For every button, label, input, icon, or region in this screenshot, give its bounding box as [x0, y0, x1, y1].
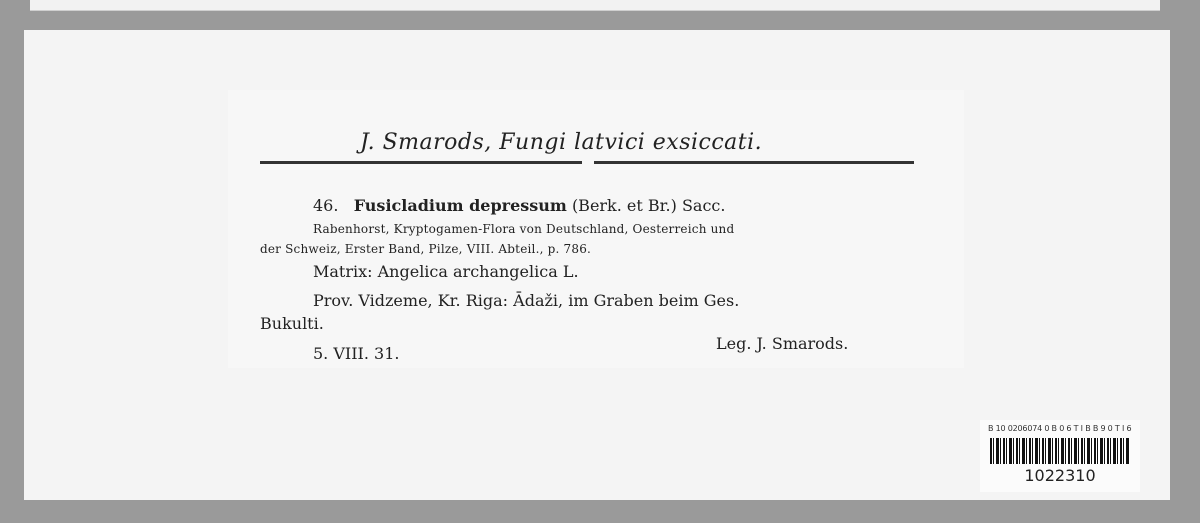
adjacent-sheet-edge [30, 0, 1160, 11]
label-header: J. Smarods, Fungi latvici exsiccati. [360, 130, 763, 155]
barcode-number: 1022310 [1024, 466, 1096, 485]
barcode-label [980, 420, 1140, 492]
species-authority: (Berk. et Br.) Sacc. [571, 196, 726, 215]
collector-line: Leg. J. Smarods. [716, 334, 849, 353]
entry-number: 46. [313, 196, 339, 215]
header-rule-left [260, 161, 582, 164]
matrix-line: Matrix: Angelica archangelica L. [313, 262, 579, 281]
reference-line-2: der Schweiz, Erster Band, Pilze, VIII. Abteil., p. 786. [260, 242, 592, 256]
reference-line-1: Rabenhorst, Kryptogamen-Flora von Deutschland, Oesterreich und [313, 222, 735, 236]
species-name: Fusicladium depressum [353, 196, 567, 215]
locality-line-2: Bukulti. [260, 314, 324, 333]
locality-line-1: Prov. Vidzeme, Kr. Riga: Ādaži, im Graben beim Ges. [313, 291, 740, 310]
barcode-bars [990, 438, 1130, 464]
barcode-caption: B 10 0206074 0 B 0 6 T I B B 9 0 T I 6 [988, 424, 1132, 433]
header-rule-right [594, 161, 914, 164]
collection-date: 5. VIII. 31. [313, 344, 400, 363]
species-entry [313, 196, 725, 215]
